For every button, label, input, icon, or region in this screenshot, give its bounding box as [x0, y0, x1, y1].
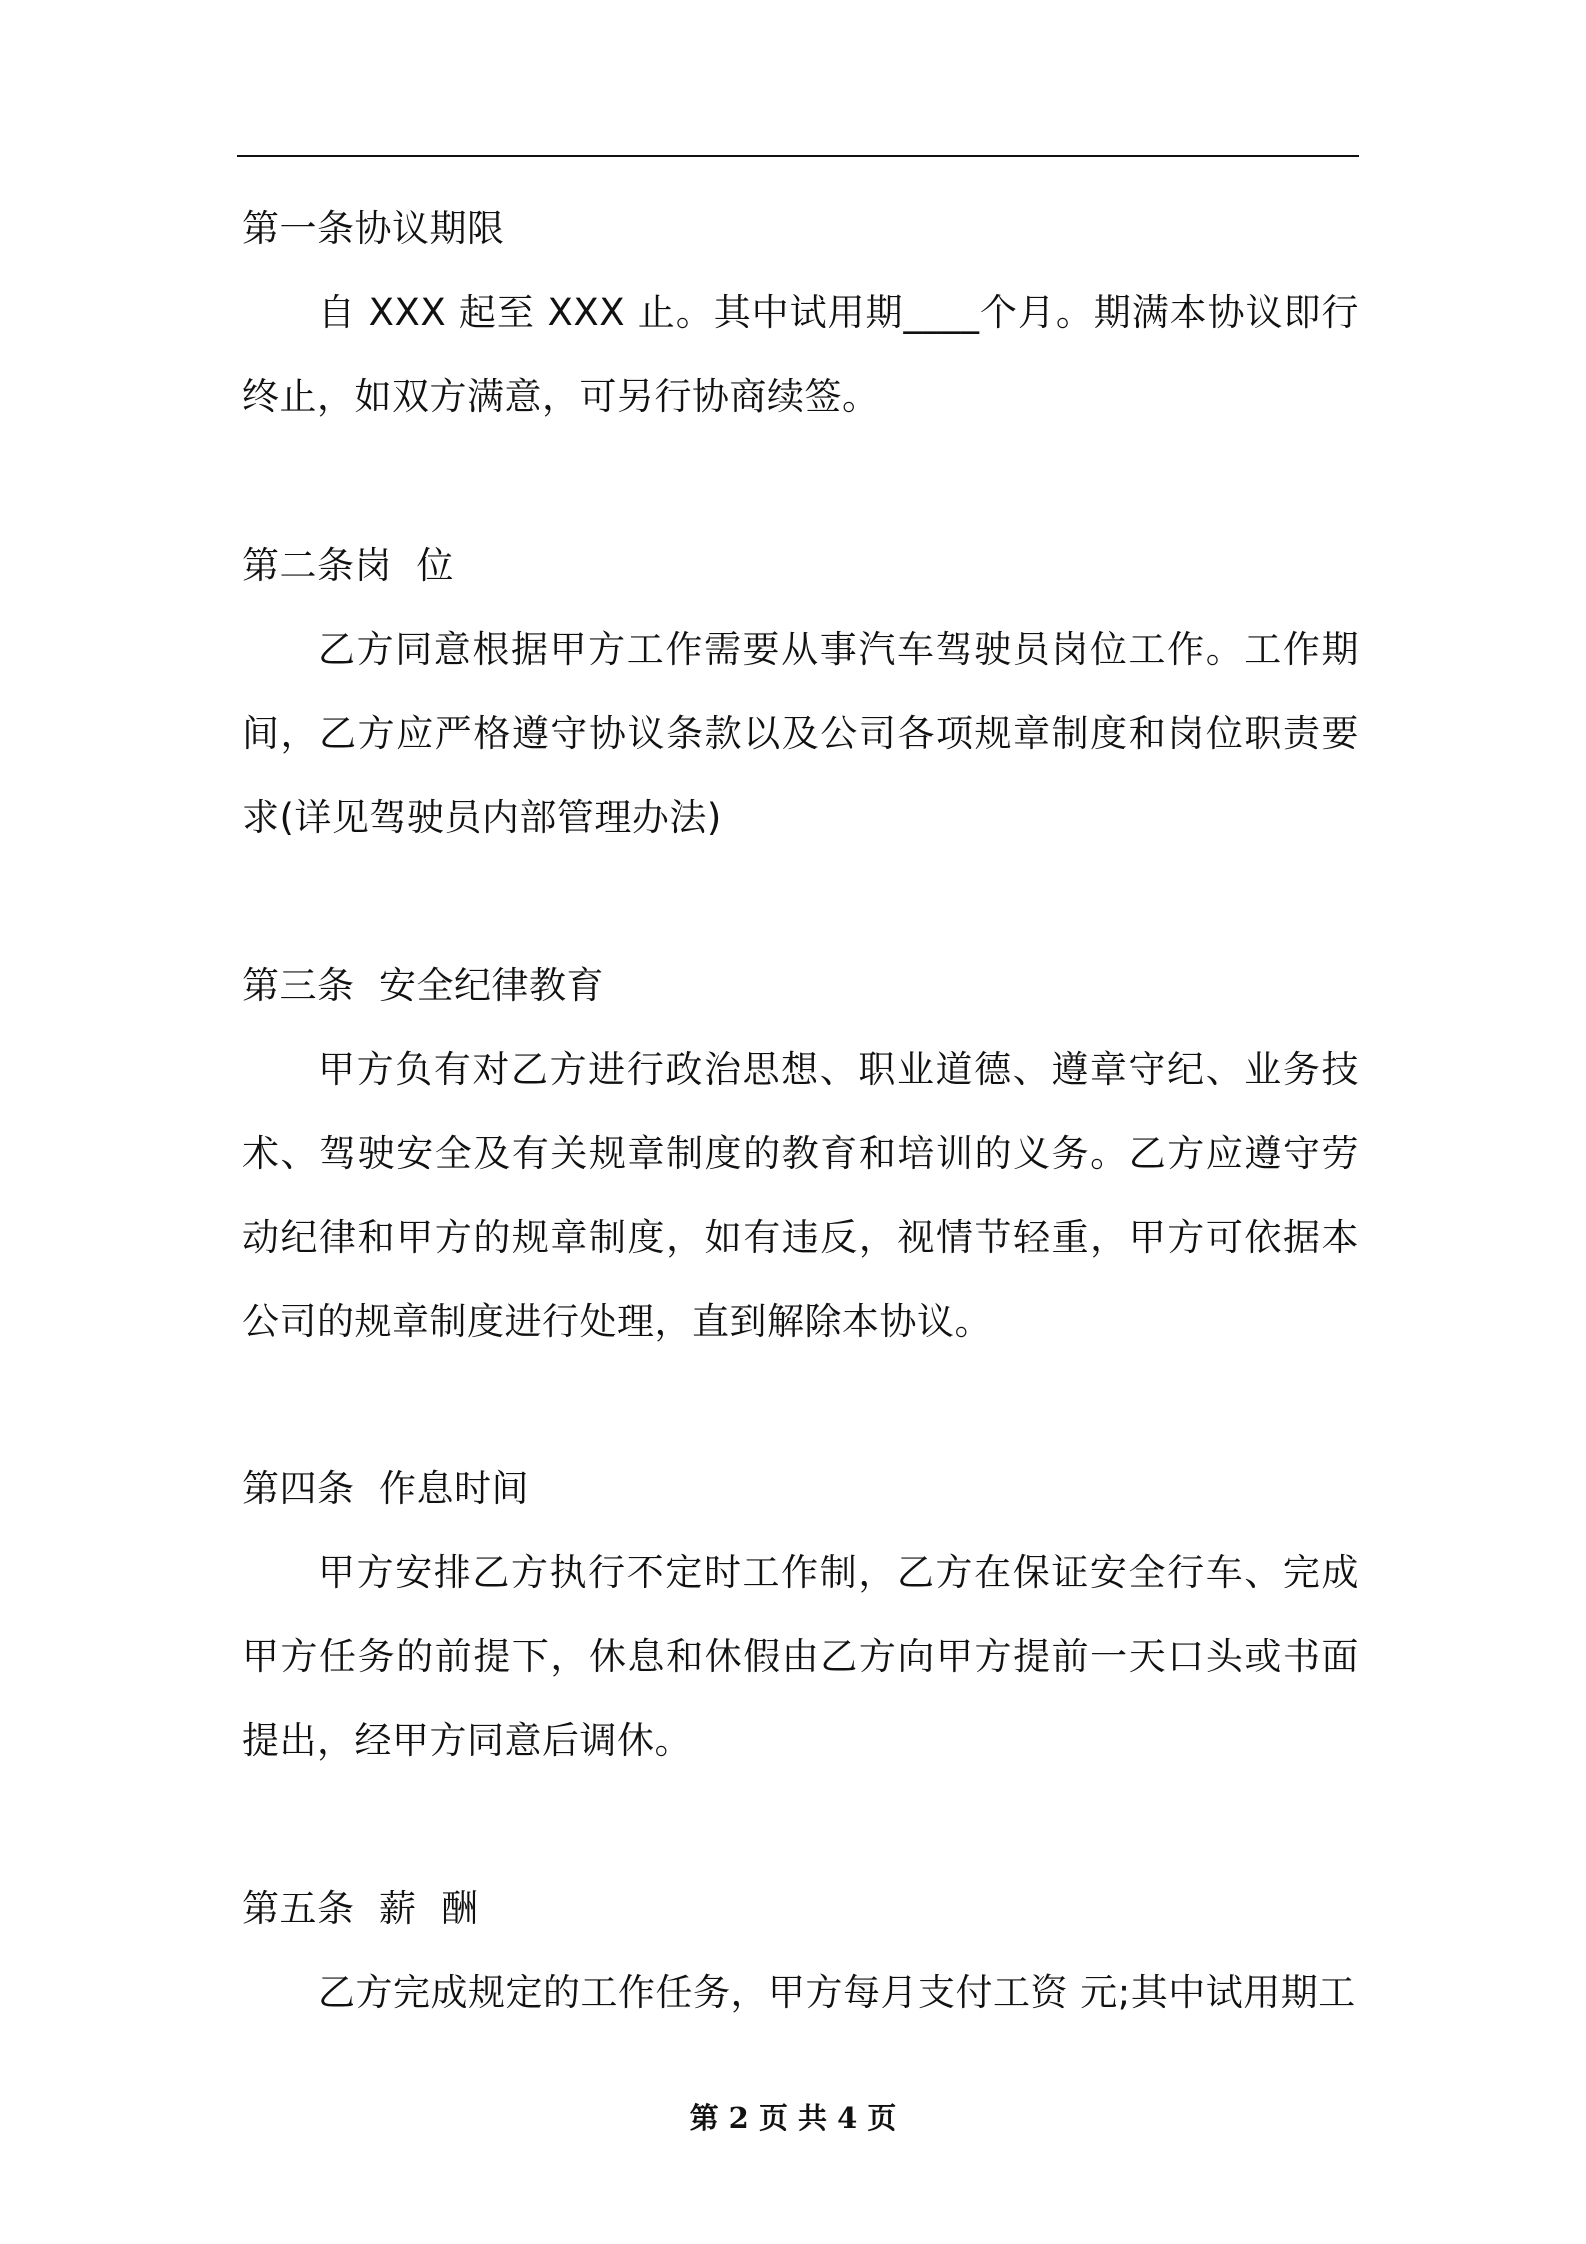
header-rule	[237, 155, 1359, 157]
article-3-heading: 第三条 安全纪律教育	[242, 964, 605, 1007]
article-5-paragraph: 乙方完成规定的工作任务，甲方每月支付工资 元;其中试用期工	[318, 1971, 1356, 2014]
article-2-heading: 第二条岗 位	[242, 544, 455, 587]
article-4-heading: 第四条 作息时间	[242, 1467, 530, 1510]
article-4-paragraph: 甲方安排乙方执行不定时工作制，乙方在保证安全行车、完成甲方任务的前提下，休息和休假由乙方向甲方提前一天口头或书面提出，经甲方同意后调休。	[242, 1551, 1359, 1762]
article-1-paragraph: 自 XXX 起至 XXX 止。其中试用期____个月。期满本协议即行终止，如双方满意，可另行协商续签。	[242, 291, 1359, 418]
page-number-footer: 第 2 页 共 4 页	[689, 2101, 897, 2135]
article-1-heading: 第一条协议期限	[242, 207, 505, 250]
article-3-paragraph: 甲方负有对乙方进行政治思想、职业道德、遵章守纪、业务技术、驾驶安全及有关规章制度的教育和培训的义务。乙方应遵守劳动纪律和甲方的规章制度，如有违反，视情节轻重，甲方可依据本公司的规章制度进行处理，直到解除本协议。	[242, 1048, 1359, 1343]
article-2-paragraph: 乙方同意根据甲方工作需要从事汽车驾驶员岗位工作。工作期间，乙方应严格遵守协议条款以及公司各项规章制度和岗位职责要求(详见驾驶员内部管理办法)	[242, 628, 1359, 839]
article-5-heading: 第五条 薪 酬	[242, 1887, 479, 1930]
